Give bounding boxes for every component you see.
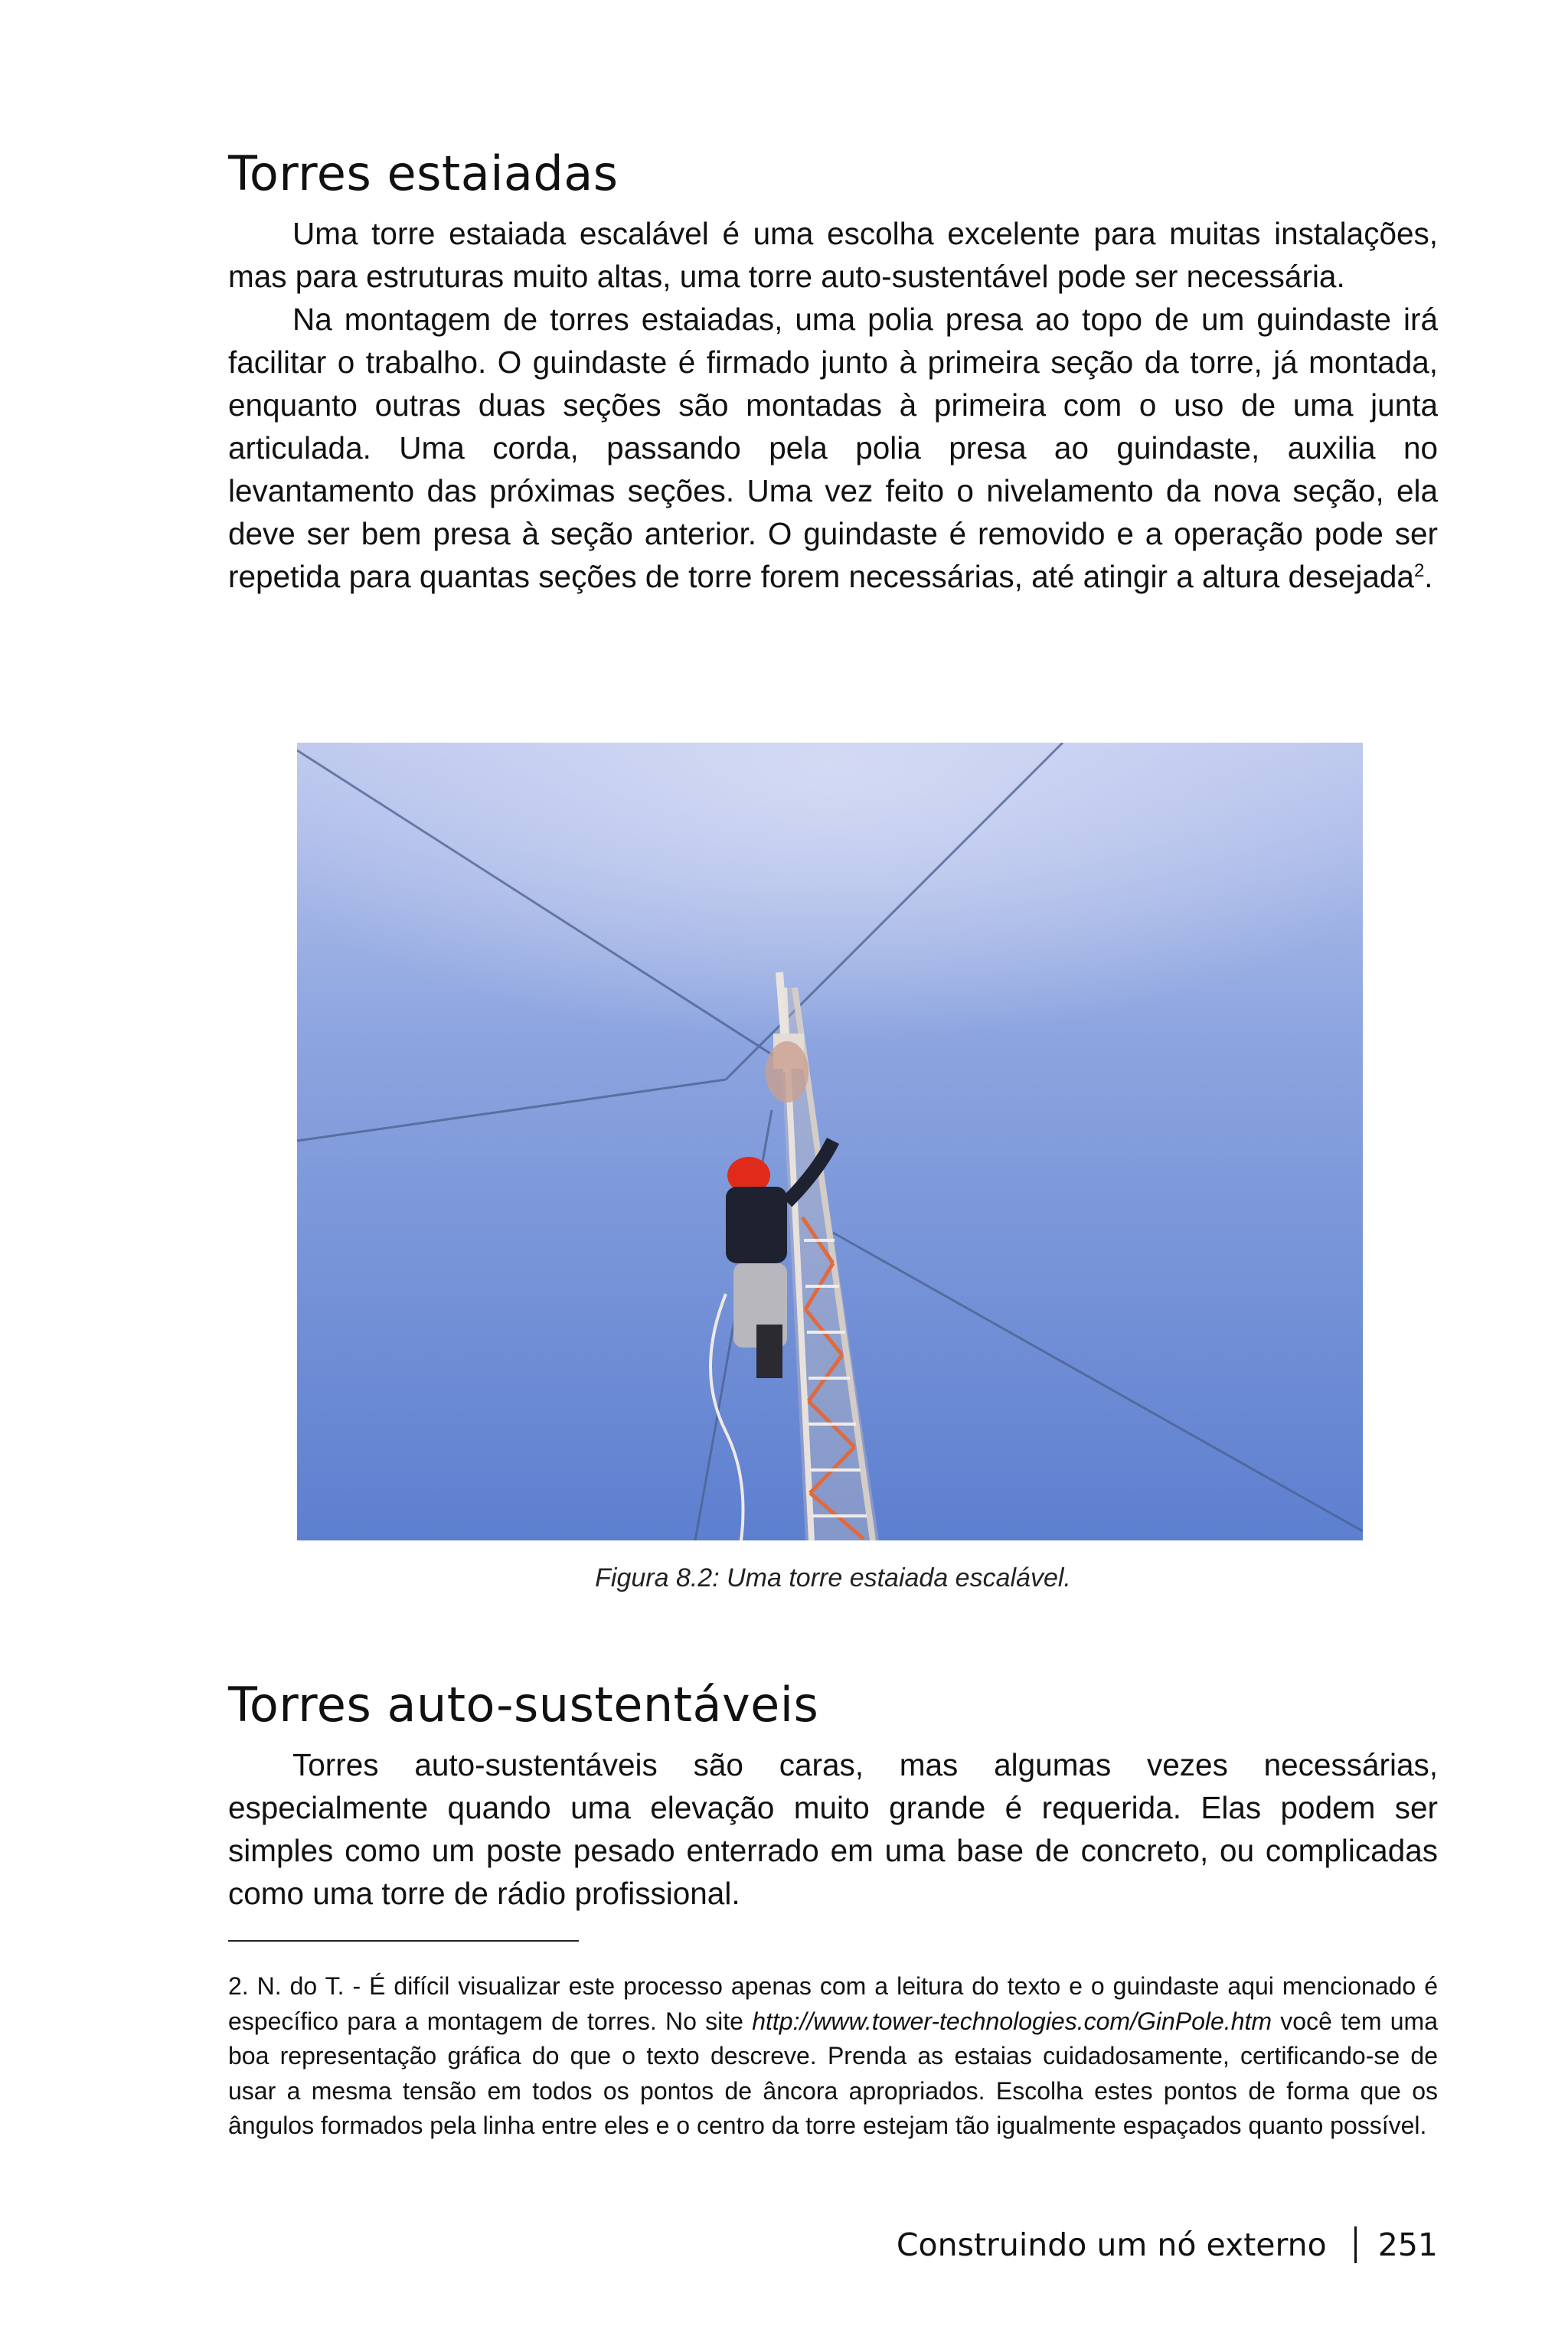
- section-torres-auto-sustentaveis: [228, 1677, 1438, 1915]
- footer-separator: [1354, 2226, 1357, 2263]
- page-number: 251: [1377, 2226, 1438, 2263]
- footnote: [228, 1969, 1438, 2144]
- section-heading: Torres auto-sustentáveis: [228, 1677, 819, 1733]
- figure-caption: Figura 8.2: Uma torre estaiada escalável.: [595, 1563, 1071, 1592]
- footnote-link[interactable]: http://www.tower-technologies.com/GinPole.htm: [752, 2007, 1272, 2035]
- footnote-text: 2. N. do T. - É difícil visualizar este processo apenas com a leitura do texto e o guindaste aqui mencionado é específico para a montagem de torres. No site: [228, 1972, 1438, 2035]
- running-footer-title: Construindo um nó externo: [896, 2226, 1327, 2263]
- paragraph-text: Na montagem de torres estaiadas, uma polia presa ao topo de um guindaste irá facilitar o trabalho. O guindaste é firmado junto à primeira seção da torre, já montada, enquanto outras duas seções são montadas à primeira com o uso de uma junta articulada. Uma corda, passando pela polia presa ao guindaste, auxilia no levantamento das próximas seções. Uma vez feito o nivelamento da nova seção, ela deve ser bem presa à seção anterior. O guindaste é removido e a operação pode ser repetida para quantas seções de torre forem necessárias, até atingir a altura desejada: [228, 302, 1438, 594]
- tower-photo-illustration: [297, 743, 1363, 1540]
- body-paragraph: Uma torre estaiada escalável é uma escolha excelente para muitas instalações, mas para estruturas muito altas, uma torre auto-sustentável pode ser necessária.: [228, 216, 1438, 294]
- footnote-text: você tem uma boa representação gráfica do que o texto descreve. Prenda as estaias cuidadosamente, certificando-se de usar a mesma tensão em todos os pontos de âncora apropriados. Escolha estes pontos de forma que os ângulos formados pela linha entre eles e o centro da torre estejam tão igualmente espaçados quanto possível.: [228, 2007, 1439, 2139]
- section-heading: Torres estaiadas: [228, 145, 619, 201]
- body-paragraph: Torres auto-sustentáveis são caras, mas algumas vezes necessárias, especialmente quando uma elevação muito grande é requerida. Elas podem ser simples como um poste pesado enterrado em uma base de concreto, ou complicadas como uma torre de rádio profissional.: [228, 1747, 1438, 1911]
- figure-photo: [297, 743, 1363, 1540]
- footnote-divider: [228, 1940, 579, 1942]
- body-paragraph: Na montagem de torres estaiadas, uma polia presa ao topo de um guindaste irá facilitar o trabalho. O guindaste é firmado junto à primeira seção da torre, já montada, enquanto outras duas seções são montadas à primeira com o uso de uma junta articulada. Uma corda, passando pela polia presa ao guindaste, auxilia no levantamento das próximas seções. Uma vez feito o nivelamento da nova seção, ela deve ser bem presa à seção anterior. O guindaste é removido e a operação pode ser repetida para quantas seções de torre forem necessárias, até atingir a altura desejada$^2$.: [228, 302, 1438, 594]
- footnote-reference[interactable]: 2: [1413, 560, 1425, 581]
- page-footer: [897, 2226, 1438, 2263]
- section-torres-estaiadas: [228, 145, 1438, 598]
